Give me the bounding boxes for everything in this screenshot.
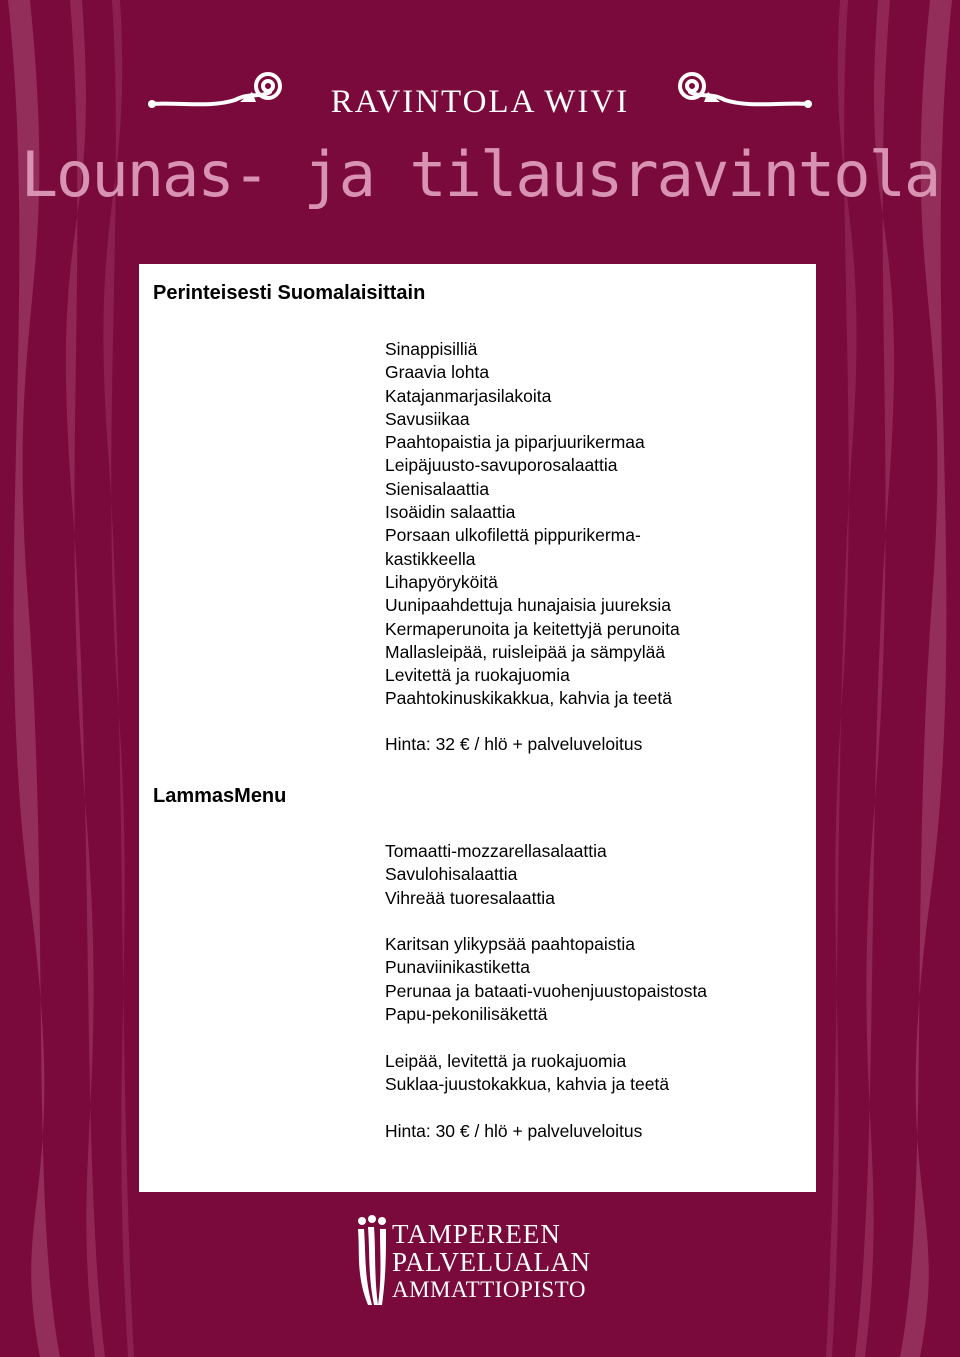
menu-item: Kermaperunoita ja keitettyjä perunoita (385, 618, 680, 639)
school-name (392, 1220, 591, 1304)
menu-item: Paahtokinuskikakkua, kahvia ja teetä (385, 688, 672, 709)
tagline: Lounas- ja tilausravintola (20, 138, 940, 211)
menu-item: Savulohisalaattia (385, 864, 518, 885)
menu-item: Mallasleipää, ruisleipää ja sämpylää (385, 641, 666, 662)
menu-items-lamb-main (385, 933, 707, 1026)
menu-item: Tomaatti-mozzarellasalaattia (385, 841, 607, 861)
menu-item: Leipää, levitettä ja ruokajuomia (385, 1051, 627, 1071)
menu-items-traditional (385, 338, 680, 711)
school-name-line3: AMMATTIOPISTO (392, 1277, 586, 1302)
menu-item: Graavia lohta (385, 362, 490, 383)
restaurant-name: RAVINTOLA WIVI (330, 84, 630, 120)
menu-item: Punaviinikastiketta (385, 957, 530, 978)
menu-item: Savusiikaa (385, 408, 470, 429)
menu-item: Perunaa ja bataati-vuohenjuustopaistosta (385, 980, 708, 1001)
menu-item: Lihapyöryköitä (385, 571, 498, 592)
menu-item: Leipäjuusto-savuporosalaattia (385, 455, 618, 476)
school-name-line2: PALVELUALAN (392, 1247, 591, 1277)
menu-item: Sinappisilliä (385, 339, 478, 359)
menu-card (139, 264, 816, 1192)
menu-item: Sienisalaattia (385, 478, 490, 499)
price-traditional: Hinta: 32 € / hlö + palveluveloitus (385, 734, 643, 754)
menu-item: Katajanmarjasilakoita (385, 385, 552, 406)
menu-item: Isoäidin salaattia (385, 502, 516, 523)
menu-item: Porsaan ulkofilettä pippurikerma- (385, 525, 641, 546)
menu-item: Suklaa-juustokakkua, kahvia ja teetä (385, 1074, 670, 1095)
menu-item: Karitsan ylikypsää paahtopaistia (385, 934, 636, 954)
menu-item: Levitettä ja ruokajuomia (385, 665, 570, 686)
menu-item: Uunipaahdettuja hunajaisia juureksia (385, 595, 672, 616)
menu-title-lamb: LammasMenu (153, 785, 287, 807)
menu-item: kastikkeella (385, 548, 476, 569)
price-lamb: Hinta: 30 € / hlö + palveluveloitus (385, 1121, 643, 1141)
menu-items-lamb-starters (385, 840, 607, 910)
menu-item: Papu-pekonilisäkettä (385, 1003, 548, 1024)
menu-title-traditional: Perinteisesti Suomalaisittain (153, 282, 426, 304)
menu-item: Paahtopaistia ja piparjuurikermaa (385, 432, 645, 453)
menu-items-lamb-dessert (385, 1050, 669, 1097)
menu-item: Vihreää tuoresalaattia (385, 887, 555, 908)
school-name-line1: TAMPEREEN (392, 1219, 561, 1249)
